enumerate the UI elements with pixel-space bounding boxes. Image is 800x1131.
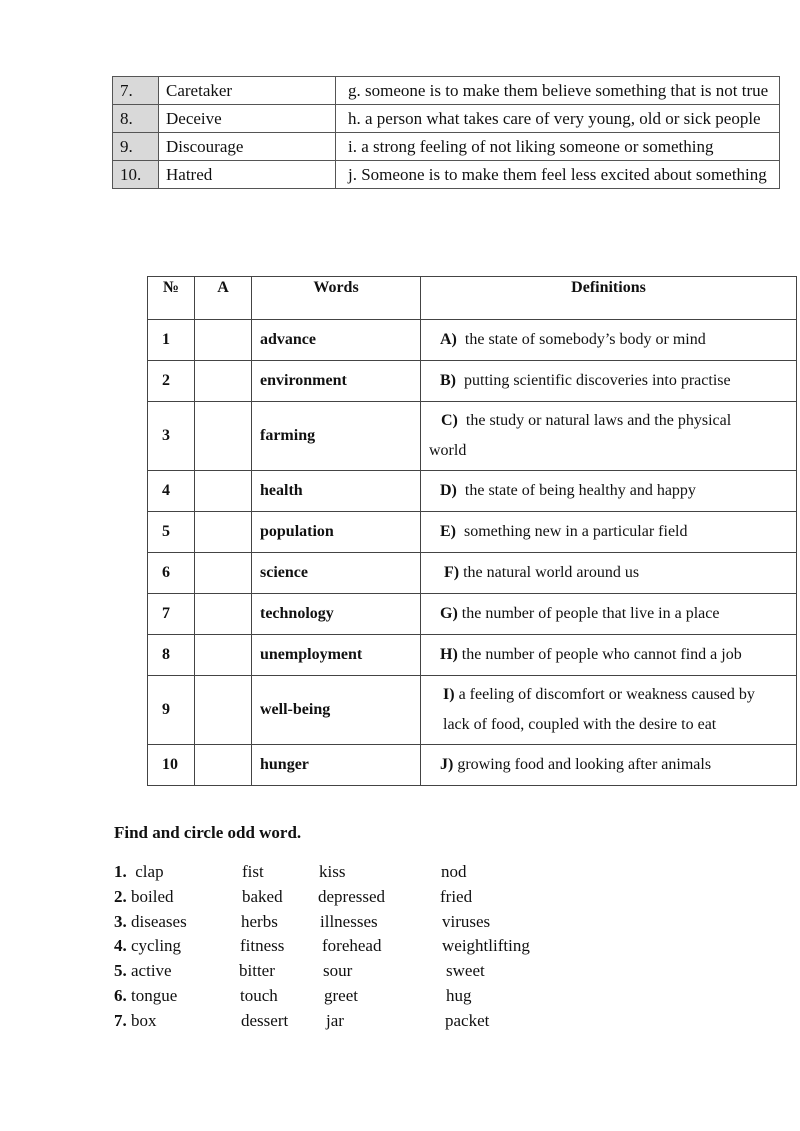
table-row [148,320,797,361]
definition-letter: C) [441,412,458,429]
definition-letter: G) [440,605,458,622]
word-option[interactable]: viruses [442,911,491,931]
row-word: advance [252,320,421,361]
word-option[interactable]: nod [441,862,467,881]
matching-table-top [112,76,780,189]
word-option[interactable]: sour [323,961,353,981]
row-number: 3 [148,402,195,471]
word-option[interactable]: dessert [241,1010,289,1030]
row-number: 6 [148,553,195,594]
definition-letter: E) [440,523,456,540]
word-option[interactable]: illnesses [320,911,378,931]
word-option[interactable]: boiled [131,886,174,906]
row-number: 10 [148,745,195,786]
table-row [148,635,797,676]
definition-text: i. a strong feeling of not liking someone or something [348,137,714,156]
definition-text: growing food and looking after animals [457,756,712,773]
word-option[interactable]: fist [242,862,264,881]
row-number: 9. [113,133,159,161]
row-definition [421,471,797,512]
row-word: technology [252,594,421,635]
row-number: 5 [148,512,195,553]
row-word: farming [252,402,421,471]
word-option[interactable]: depressed [318,886,386,906]
table-row [148,745,797,786]
row-word: Caretaker [159,77,336,105]
word-option[interactable]: bitter [239,961,275,981]
header-definitions: Definitions [421,277,797,320]
row-definition [421,745,797,786]
table-row [148,471,797,512]
row-number: 2 [148,361,195,402]
row-definition [421,594,797,635]
item-number: 5. [114,961,127,981]
table-row [113,133,780,161]
definition-text: the state of being healthy and happy [464,482,696,499]
row-number: 10. [113,161,159,189]
table-row [148,553,797,594]
word-option[interactable]: weightlifting [442,936,530,956]
row-number: 4 [148,471,195,512]
row-word: health [252,471,421,512]
header-words: Words [252,277,421,320]
row-definition [336,161,780,189]
table-row [148,402,797,471]
row-definition [421,676,797,745]
table-row [113,77,780,105]
row-definition [336,133,780,161]
definition-text: the number of people who cannot find a job [461,646,742,663]
word-option[interactable]: kiss [319,862,346,881]
vocabulary-table [147,276,797,786]
answer-cell[interactable] [195,512,252,553]
word-option[interactable]: box [131,1010,157,1030]
definition-text-continued: lack of food, coupled with the desire to eat [443,716,717,733]
header-number: № [148,277,195,320]
item-number: 2. [114,886,127,906]
row-word: well-being [252,676,421,745]
word-option[interactable]: active [131,961,172,981]
row-word: hunger [252,745,421,786]
definition-text: h. a person what takes care of very young, old or sick people [348,109,761,128]
row-definition [421,553,797,594]
item-number: 4. [114,936,127,956]
definition-text: the study or natural laws and the physical [465,412,732,429]
table-row [148,512,797,553]
item-number: 7. [114,1010,127,1030]
word-option[interactable]: clap [135,862,164,881]
table-row [148,676,797,745]
word-option[interactable]: jar [326,1010,344,1030]
row-number: 9 [148,676,195,745]
item-number: 3. [114,911,127,931]
definition-text: j. Someone is to make them feel less excited about something [348,165,767,184]
definition-letter: F) [444,564,460,581]
answer-cell[interactable] [195,361,252,402]
row-number: 7 [148,594,195,635]
row-word: Deceive [159,105,336,133]
row-word: Hatred [159,161,336,189]
header-answer: A [195,277,252,320]
word-option[interactable]: fitness [240,936,285,956]
answer-cell[interactable] [195,676,252,745]
row-definition [336,77,780,105]
answer-cell[interactable] [195,635,252,676]
row-definition [421,512,797,553]
word-option[interactable]: forehead [322,936,382,956]
definition-letter: D) [440,482,457,499]
definition-text-continued: world [429,442,467,459]
word-option[interactable]: touch [240,985,278,1005]
row-definition [421,635,797,676]
word-option[interactable]: diseases [131,911,187,931]
definition-letter: I) [443,686,455,703]
table-row [148,361,797,402]
table-row [113,161,780,189]
definition-letter: A) [440,331,457,348]
word-option[interactable]: fried [440,886,473,906]
table-row [148,594,797,635]
row-number: 8. [113,105,159,133]
definition-letter: B) [440,372,456,389]
answer-cell[interactable] [195,594,252,635]
row-number: 7. [113,77,159,105]
row-number: 8 [148,635,195,676]
definition-letter: H) [440,646,458,663]
definition-text: the state of somebody’s body or mind [464,331,706,348]
row-definition [421,320,797,361]
word-option[interactable]: tongue [131,985,178,1005]
answer-cell[interactable] [195,553,252,594]
word-option[interactable]: hug [446,985,472,1005]
row-definition [421,402,797,471]
word-option[interactable]: herbs [241,911,278,931]
row-word: Discourage [159,133,336,161]
definition-text: the number of people that live in a place [461,605,720,622]
definition-letter: J) [440,756,454,773]
word-option[interactable]: cycling [131,936,182,956]
word-option[interactable]: greet [324,985,358,1005]
definition-text: the natural world around us [463,564,640,581]
item-number: 1. [114,862,127,881]
exercise-heading: Find and circle odd word. [114,823,302,842]
definition-text: something new in a particular field [464,523,688,540]
row-word: population [252,512,421,553]
row-word: unemployment [252,635,421,676]
definition-text: putting scientific discoveries into practise [464,372,731,389]
word-option[interactable]: packet [445,1010,490,1030]
definition-text: g. someone is to make them believe something that is not true [348,81,769,100]
table-row [113,105,780,133]
row-number: 1 [148,320,195,361]
row-word: science [252,553,421,594]
item-number: 6. [114,985,127,1005]
word-option[interactable]: sweet [446,961,485,981]
answer-cell[interactable] [195,471,252,512]
answer-cell[interactable] [195,320,252,361]
answer-cell[interactable] [195,745,252,786]
answer-cell[interactable] [195,402,252,471]
row-word: environment [252,361,421,402]
definition-text: a feeling of discomfort or weakness caused by [458,686,755,703]
word-option[interactable]: baked [242,886,283,906]
row-definition [336,105,780,133]
row-definition [421,361,797,402]
table-header-row [148,277,797,320]
